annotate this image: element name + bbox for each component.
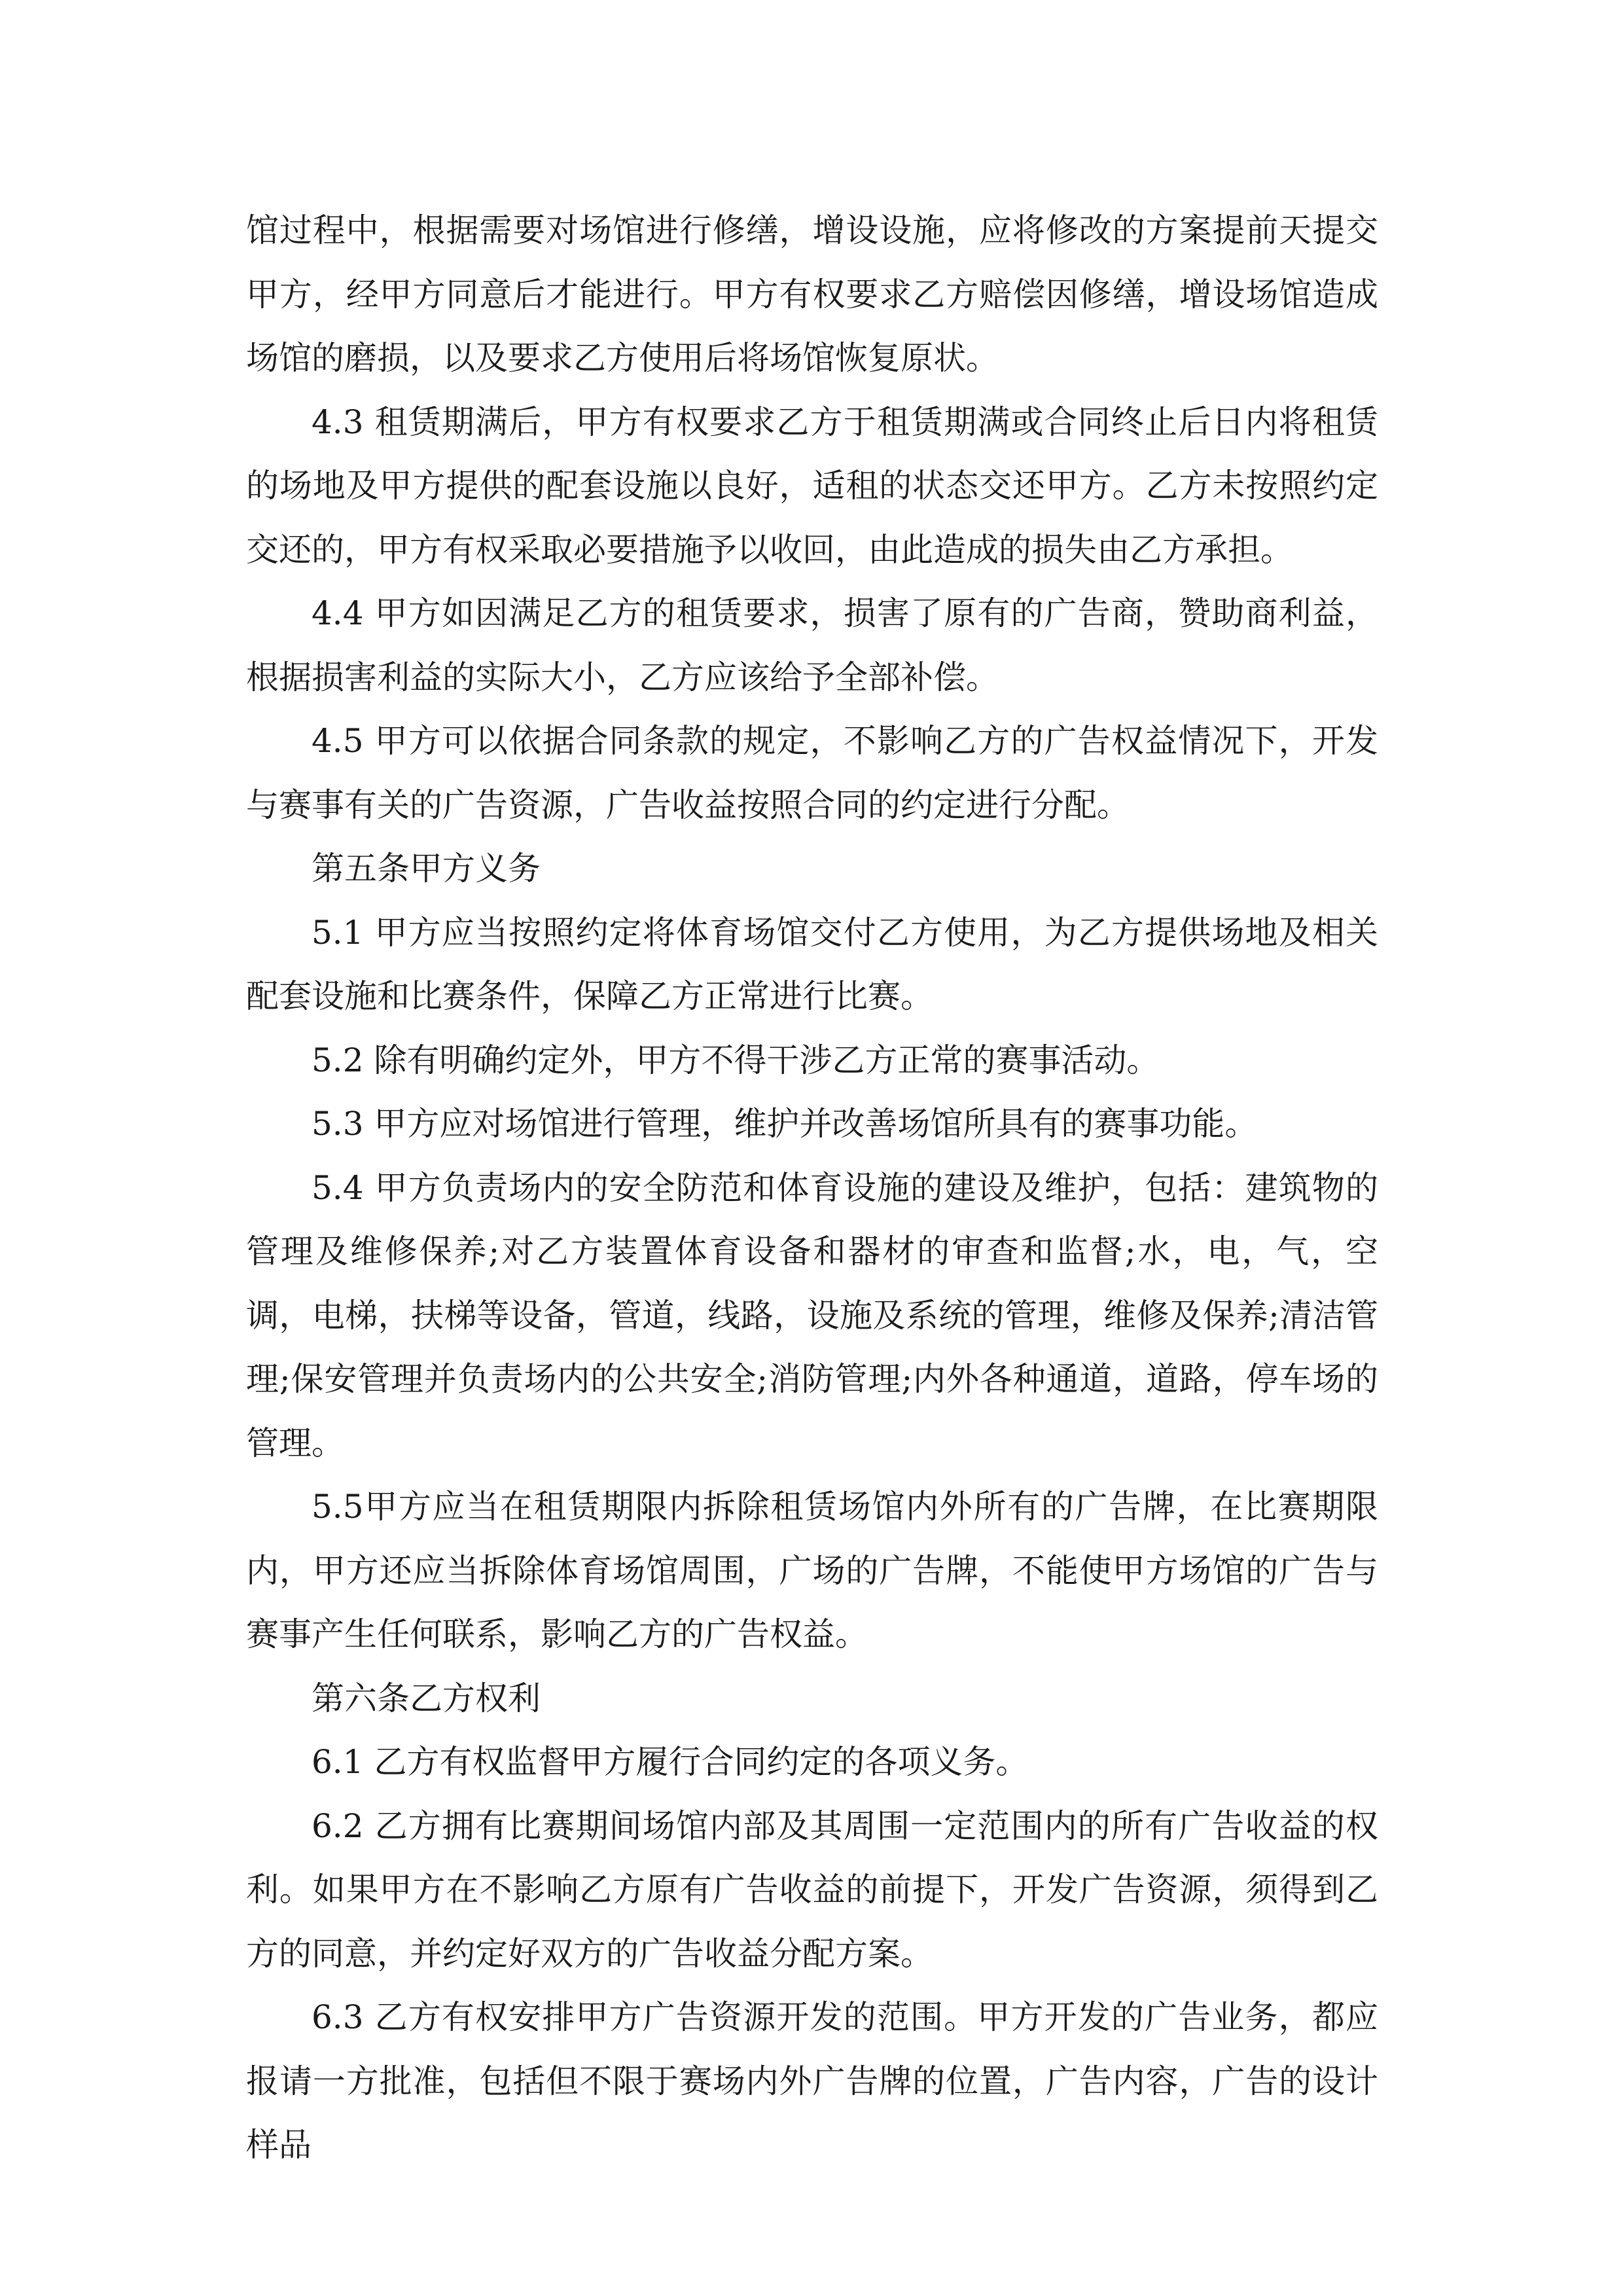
clause-5-4: 5.4 甲方负责场内的安全防范和体育设施的建设及维护，包括：建筑物的管理及维修保养;对乙方装置体育设备和器材的审查和监督;水，电，气，空调，电梯，扶梯等设备，管道，线路，设施及系统的管理，维修及保养;清洁管理;保安管理并负责场内的公共安全;消防管理;内外各种通道，道路，停车场的管理。 xyxy=(246,1168,1378,1462)
clause-6-1: 6.1 乙方有权监督甲方履行合同约定的各项义务。 xyxy=(312,1743,1029,1781)
clause-5-3: 5.3 甲方应对场馆进行管理，维护并改善场馆所具有的赛事功能。 xyxy=(312,1105,1258,1143)
clause-4-5: 4.5 甲方可以依据合同条款的规定，不影响乙方的广告权益情况下，开发与赛事有关的广告资源，广告收益按照合同的约定进行分配。 xyxy=(246,722,1378,824)
clause-5-2: 5.2 除有明确约定外，甲方不得干涉乙方正常的赛事活动。 xyxy=(312,1041,1160,1079)
article-5-heading: 第五条甲方义务 xyxy=(312,850,541,888)
clause-6-2: 6.2 乙方拥有比赛期间场馆内部及其周围一定范围内的所有广告收益的权利。如果甲方在不影响乙方原有广告收益的前提下，开发广告资源，须得到乙方的同意，并约定好双方的广告收益分配方案。 xyxy=(246,1806,1378,1973)
article-6-heading: 第六条乙方权利 xyxy=(312,1679,541,1717)
continued-paragraph: 馆过程中，根据需要对场馆进行修缮，增设设施，应将修改的方案提前天提交甲方，经甲方同意后才能进行。甲方有权要求乙方赔偿因修缮，增设场馆造成场馆的磨损，以及要求乙方使用后将场馆恢复原状。 xyxy=(246,211,1378,377)
clause-4-4: 4.4 甲方如因满足乙方的租赁要求，损害了原有的广告商，赞助商利益，根据损害利益的实际大小，乙方应该给予全部补偿。 xyxy=(246,594,1378,696)
clause-5-1: 5.1 甲方应当按照约定将体育场馆交付乙方使用，为乙方提供场地及相关配套设施和比赛条件，保障乙方正常进行比赛。 xyxy=(246,913,1378,1015)
clause-5-5: 5.5甲方应当在租赁期限内拆除租赁场馆内外所有的广告牌，在比赛期限内，甲方还应当拆除体育场馆周围，广场的广告牌，不能使甲方场馆的广告与赛事产生任何联系，影响乙方的广告权益。 xyxy=(246,1488,1378,1653)
document-body xyxy=(246,199,1378,2178)
clause-6-3: 6.3 乙方有权安排甲方广告资源开发的范围。甲方开发的广告业务，都应报请一方批准，包括但不限于赛场内外广告牌的位置，广告内容，广告的设计样品 xyxy=(246,1998,1378,2164)
clause-4-3: 4.3 租赁期满后，甲方有权要求乙方于租赁期满或合同终止后日内将租赁的场地及甲方提供的配套设施以良好，适租的状态交还甲方。乙方未按照约定交还的，甲方有权采取必要措施予以收回，由此造成的损失由乙方承担。 xyxy=(246,403,1378,569)
